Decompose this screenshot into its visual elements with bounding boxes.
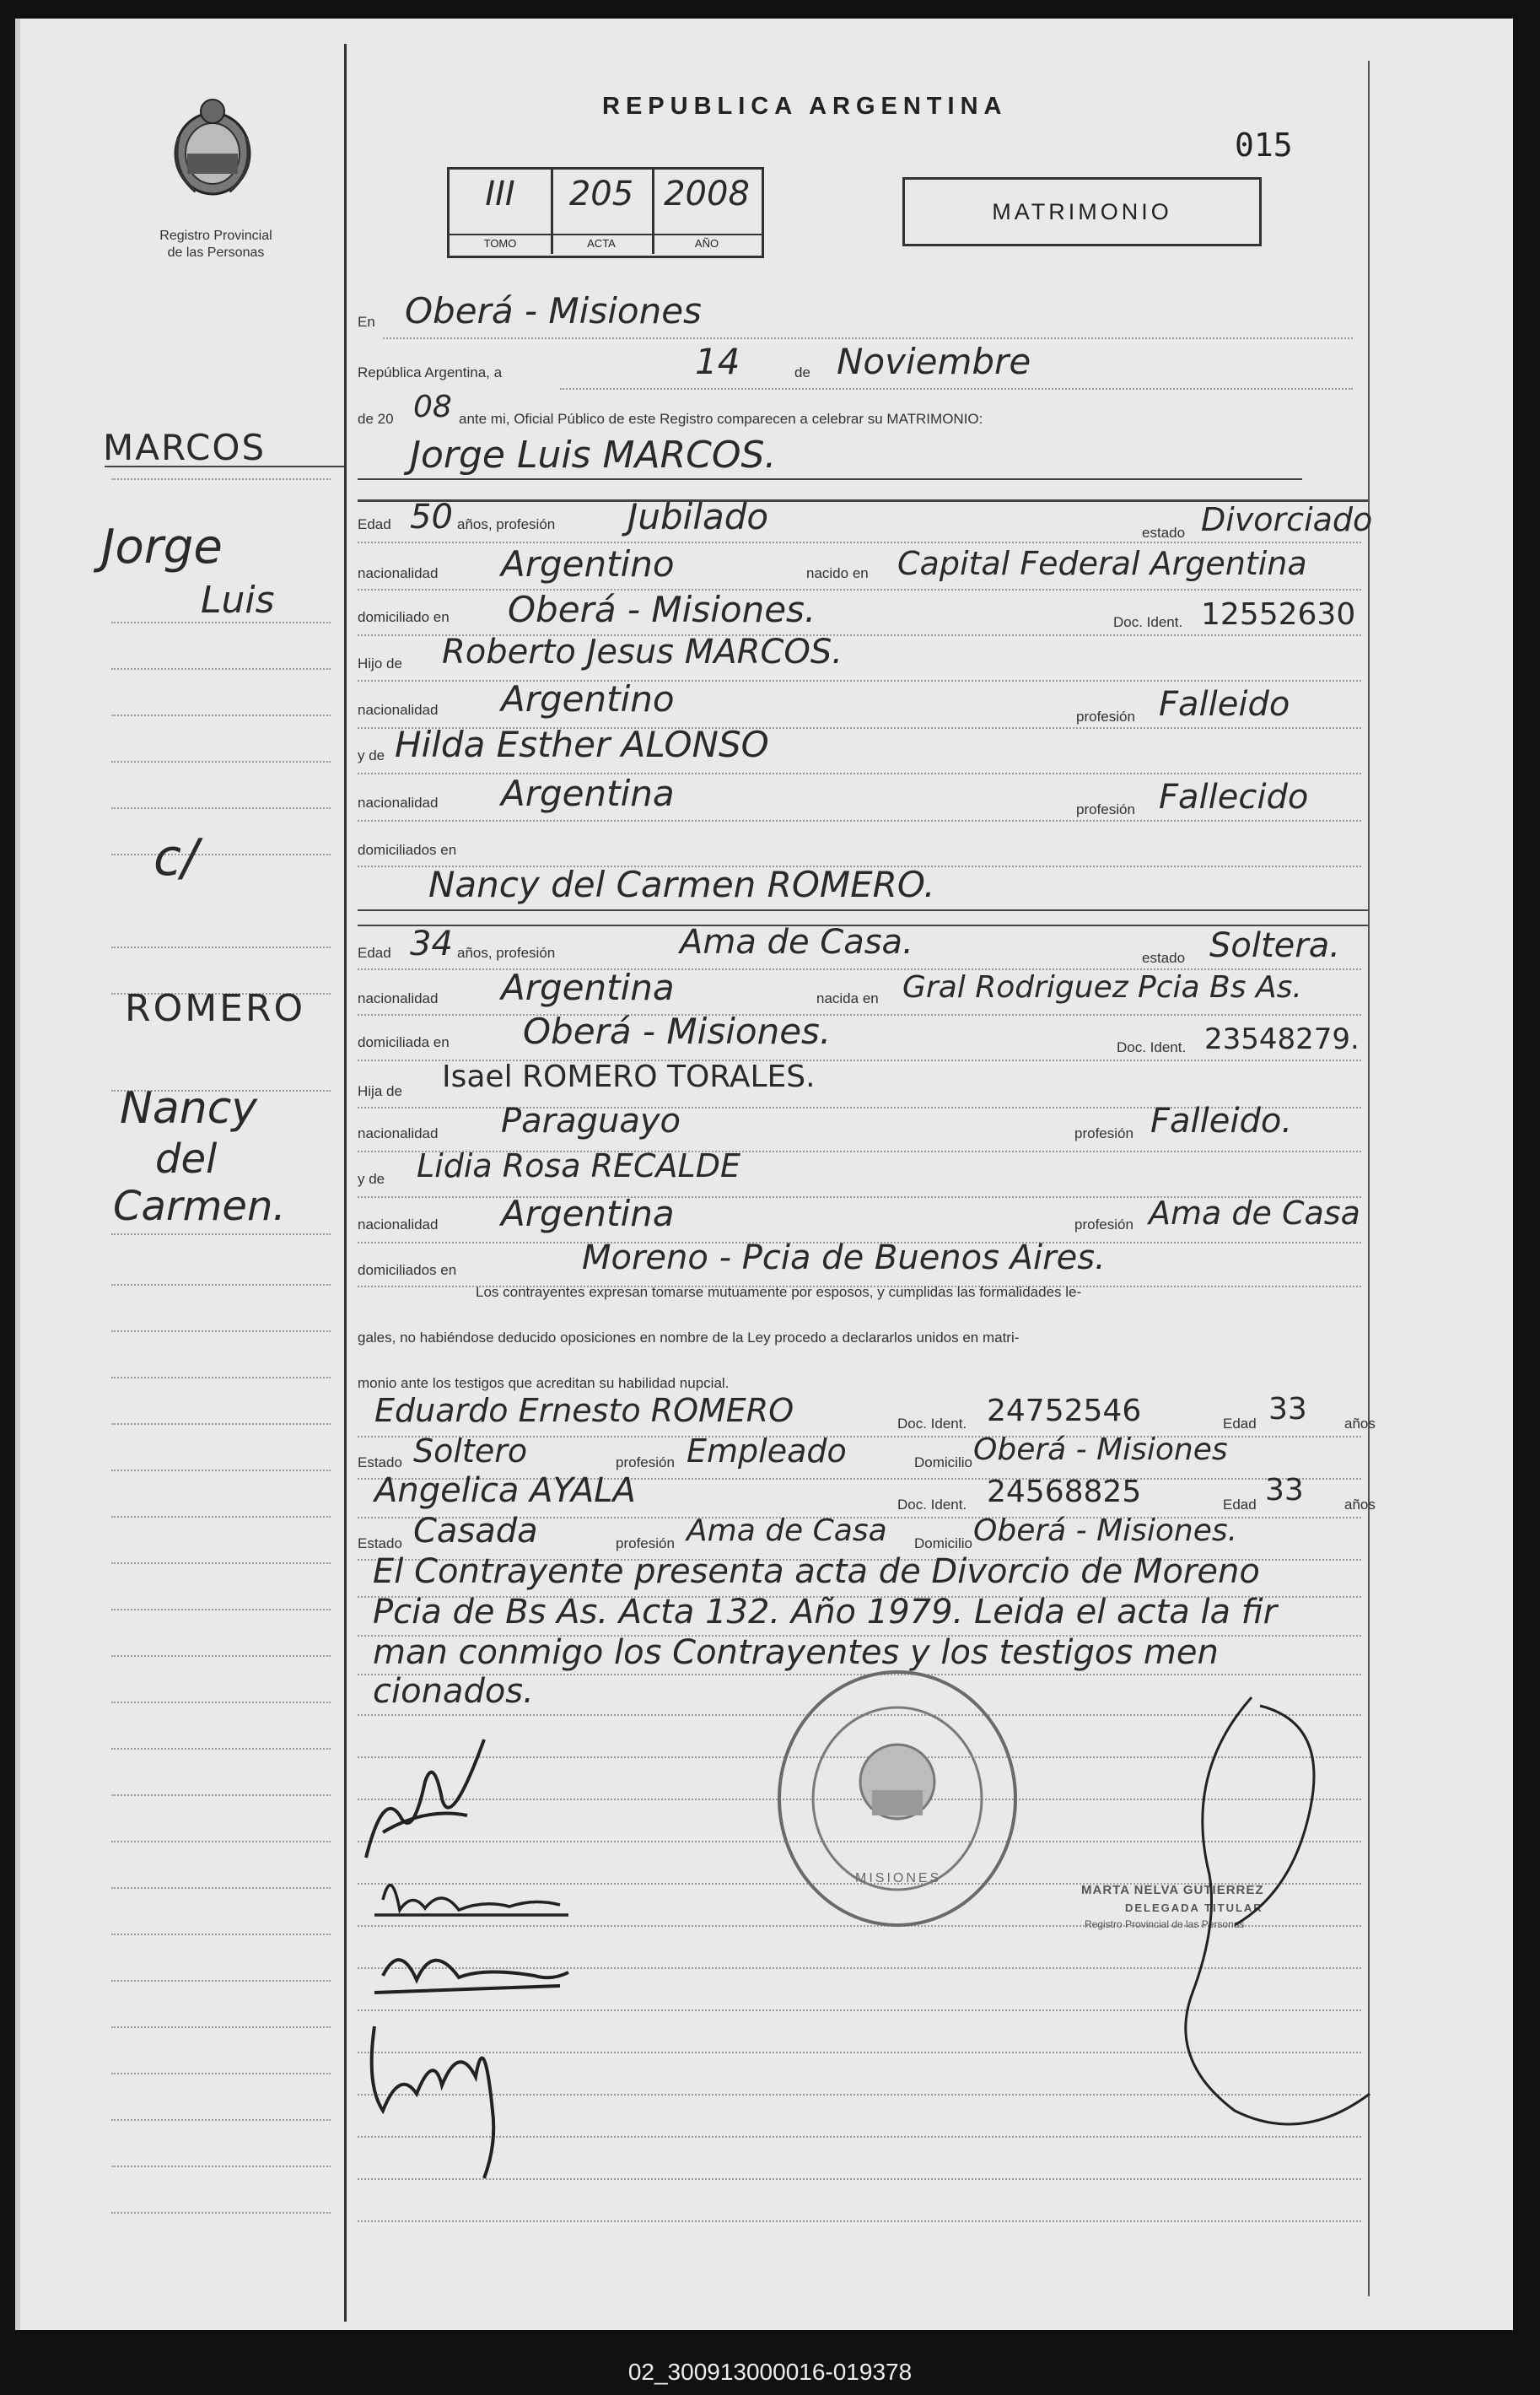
intro-place: Oberá - Misiones — [405, 290, 702, 332]
signature-bride — [374, 1885, 568, 1915]
bride-anos-profesion-label: años, profesión — [457, 945, 556, 961]
signature-official — [1133, 1672, 1387, 2144]
bride-father-nationality: Paraguayo — [501, 1102, 681, 1141]
margin-groom-surname: MARCOS — [103, 427, 267, 468]
de-label: de — [794, 364, 810, 380]
groom-father-prof-label: profesión — [1076, 709, 1135, 725]
bride-nacionalidad-label: nacionalidad — [358, 990, 439, 1006]
witness1-prof-label: profesión — [616, 1454, 675, 1470]
witness1-edad-label: Edad — [1223, 1416, 1257, 1432]
intro-text: ante mi, Oficial Público de este Registro comparecen a celebrar su MATRIMONIO: — [459, 411, 983, 427]
notes-line2: Pcia de Bs As. Acta 132. Año 1979. Leida el acta la fir — [373, 1593, 1278, 1632]
official-name: MARTA NELVA GUTIERREZ — [1081, 1883, 1264, 1897]
witness1-name: Eduardo Ernesto ROMERO — [374, 1392, 794, 1429]
bride-mother: Lidia Rosa RECALDE — [417, 1147, 740, 1184]
groom-father-nac-label: nacionalidad — [358, 702, 439, 718]
groom-domicile: Oberá - Misiones. — [508, 589, 816, 630]
margin-bride-given2: del — [155, 1135, 218, 1183]
margin-groom-given1: Jorge — [101, 520, 223, 574]
bride-mother-nac-label: nacionalidad — [358, 1216, 439, 1233]
bride-age: 34 — [410, 925, 453, 963]
official-seal-icon — [762, 1664, 1032, 1934]
witness1-anos-label: años — [1344, 1416, 1376, 1432]
tomo-value: III — [485, 175, 515, 213]
margin-groom-given2: Luis — [201, 579, 275, 622]
margin-divider — [344, 44, 347, 2322]
groom-domiciliado-label: domiciliado en — [358, 609, 450, 625]
groom-edad-label: Edad — [358, 516, 391, 532]
witness2-domicile: Oberá - Misiones. — [973, 1513, 1238, 1548]
groom-nacionalidad-label: nacionalidad — [358, 565, 439, 581]
record-number-box — [447, 167, 764, 258]
groom-mother-profession: Fallecido — [1159, 778, 1309, 817]
bride-mother-prof-label: profesión — [1074, 1216, 1133, 1233]
witness2-state: Casada — [413, 1512, 538, 1551]
witness1-doc-label: Doc. Ident. — [897, 1416, 967, 1432]
declaration-line1: Los contrayentes expresan tomarse mutuamente por esposos, y cumplidas las formalidades le- — [476, 1284, 1082, 1300]
groom-civil-state: Divorciado — [1201, 501, 1373, 538]
witness2-prof-label: profesión — [616, 1535, 675, 1551]
official-title: DELEGADA TITULAR — [1125, 1901, 1263, 1914]
groom-nationality: Argentino — [501, 543, 675, 585]
margin-bride-surname: ROMERO — [125, 987, 306, 1030]
signature-witness2 — [372, 2026, 494, 2178]
bride-parents-dom-label: domiciliados en — [358, 1262, 457, 1278]
witness1-estado-label: Estado — [358, 1454, 402, 1470]
republica-label: República Argentina, a — [358, 364, 503, 380]
groom-mother-prof-label: profesión — [1076, 801, 1135, 817]
bride-domiciliada-label: domiciliada en — [358, 1034, 450, 1050]
groom-mother-nac-label: nacionalidad — [358, 795, 439, 811]
groom-hijo-label: Hijo de — [358, 655, 402, 672]
bride-mother-nationality: Argentina — [501, 1193, 675, 1234]
bride-father: Isael ROMERO TORALES. — [442, 1060, 816, 1094]
groom-parents-dom-label: domiciliados en — [358, 842, 457, 858]
witness1-age: 33 — [1268, 1392, 1307, 1427]
witness2-doc-label: Doc. Ident. — [897, 1497, 967, 1513]
groom-father-nationality: Argentino — [501, 678, 675, 720]
bride-estado-label: estado — [1142, 950, 1186, 966]
groom-nacido-label: nacido en — [806, 565, 869, 581]
margin-bride-given3: Carmen. — [113, 1183, 286, 1230]
groom-birthplace: Capital Federal Argentina — [897, 545, 1307, 582]
country-heading: REPUBLICA ARGENTINA — [602, 93, 1008, 120]
groom-age: 50 — [410, 498, 453, 537]
registry-name-line1: Registro Provincial — [159, 229, 272, 243]
en-label: En — [358, 314, 375, 330]
bride-yde-label: y de — [358, 1171, 385, 1187]
bride-civil-state: Soltera. — [1209, 926, 1340, 965]
witness2-profession: Ama de Casa — [687, 1513, 887, 1548]
bride-birthplace: Gral Rodriguez Pcia Bs As. — [902, 970, 1302, 1005]
bride-father-prof-label: profesión — [1074, 1125, 1133, 1141]
bride-father-nac-label: nacionalidad — [358, 1125, 439, 1141]
bride-hija-label: Hija de — [358, 1083, 402, 1099]
coat-of-arms-icon — [162, 86, 263, 204]
witness1-profession: Empleado — [687, 1432, 847, 1470]
image-caption: 02_300913000016-019378 — [0, 2349, 1540, 2395]
groom-mother-nationality: Argentina — [501, 773, 675, 814]
witness2-anos-label: años — [1344, 1497, 1376, 1513]
groom-mother: Hilda Esther ALONSO — [395, 724, 769, 765]
year-prefix: de 20 — [358, 411, 394, 427]
witness2-name: Angelica AYALA — [374, 1471, 636, 1510]
witness1-dom-label: Domicilio — [914, 1454, 972, 1470]
bride-edad-label: Edad — [358, 945, 391, 961]
bride-domicile: Oberá - Misiones. — [523, 1011, 832, 1052]
intro-day: 14 — [695, 341, 740, 382]
acta-value: 205 — [568, 175, 634, 213]
witness2-dom-label: Domicilio — [914, 1535, 972, 1551]
witness1-state: Soltero — [413, 1432, 528, 1470]
signature-witness1 — [374, 1960, 568, 1993]
witness1-domicile: Oberá - Misiones — [973, 1432, 1228, 1467]
witness2-age: 33 — [1265, 1473, 1304, 1508]
groom-father-profession: Falleido — [1159, 685, 1290, 724]
notes-line1: El Contrayente presenta acta de Divorcio de Moreno — [373, 1552, 1260, 1591]
bride-profession: Ama de Casa. — [680, 923, 913, 962]
ano-label: AÑO — [694, 237, 719, 250]
tomo-label: TOMO — [483, 237, 517, 250]
document-type-box: MATRIMONIO — [902, 177, 1262, 246]
witness2-edad-label: Edad — [1223, 1497, 1257, 1513]
margin-conjunction: c/ — [153, 828, 199, 887]
margin-bride-given1: Nancy — [120, 1083, 258, 1134]
seal-text: MISIONES — [855, 1871, 942, 1885]
ano-value: 2008 — [664, 175, 750, 213]
signature-groom — [366, 1740, 484, 1858]
groom-anos-profesion-label: años, profesión — [457, 516, 556, 532]
official-office: Registro Provincial de las Personas — [1085, 1918, 1245, 1930]
page-number: 015 — [1235, 127, 1293, 164]
witness1-doc: 24752546 — [987, 1394, 1142, 1428]
declaration-line3: monio ante los testigos que acreditan su habilidad nupcial. — [358, 1375, 730, 1391]
bride-mother-profession: Ama de Casa — [1149, 1195, 1360, 1232]
bride-nationality: Argentina — [501, 967, 675, 1008]
declaration-line2: gales, no habiéndose deducido oposiciones en nombre de la Ley procedo a declararlos unidos en matri- — [358, 1330, 1020, 1346]
bride-full-name: Nancy del Carmen ROMERO. — [428, 864, 935, 905]
bride-doc: 23548279. — [1204, 1022, 1360, 1056]
registry-name-line2: de las Personas — [167, 245, 265, 260]
groom-estado-label: estado — [1142, 525, 1186, 541]
acta-label: ACTA — [587, 237, 616, 250]
intro-month: Noviembre — [837, 341, 1031, 382]
bride-nacida-label: nacida en — [816, 990, 879, 1006]
groom-father: Roberto Jesus MARCOS. — [442, 633, 843, 672]
groom-doc-label: Doc. Ident. — [1113, 614, 1183, 630]
groom-doc: 12552630 — [1201, 597, 1356, 632]
signatures-group — [349, 1689, 619, 2212]
witness2-estado-label: Estado — [358, 1535, 402, 1551]
notes-line4: cionados. — [373, 1672, 534, 1711]
register-page — [15, 19, 1513, 2330]
groom-yde-label: y de — [358, 747, 385, 763]
notes-line3: man conmigo los Contrayentes y los testigos men — [373, 1633, 1219, 1672]
intro-year-suffix: 08 — [413, 390, 452, 424]
bride-parents-domicile: Moreno - Pcia de Buenos Aires. — [582, 1238, 1106, 1277]
witness2-doc: 24568825 — [987, 1475, 1142, 1509]
groom-full-name: Jorge Luis MARCOS. — [410, 434, 777, 477]
groom-profession: Jubilado — [627, 496, 769, 537]
bride-father-profession: Falleido. — [1150, 1102, 1293, 1141]
bride-doc-label: Doc. Ident. — [1117, 1039, 1187, 1055]
